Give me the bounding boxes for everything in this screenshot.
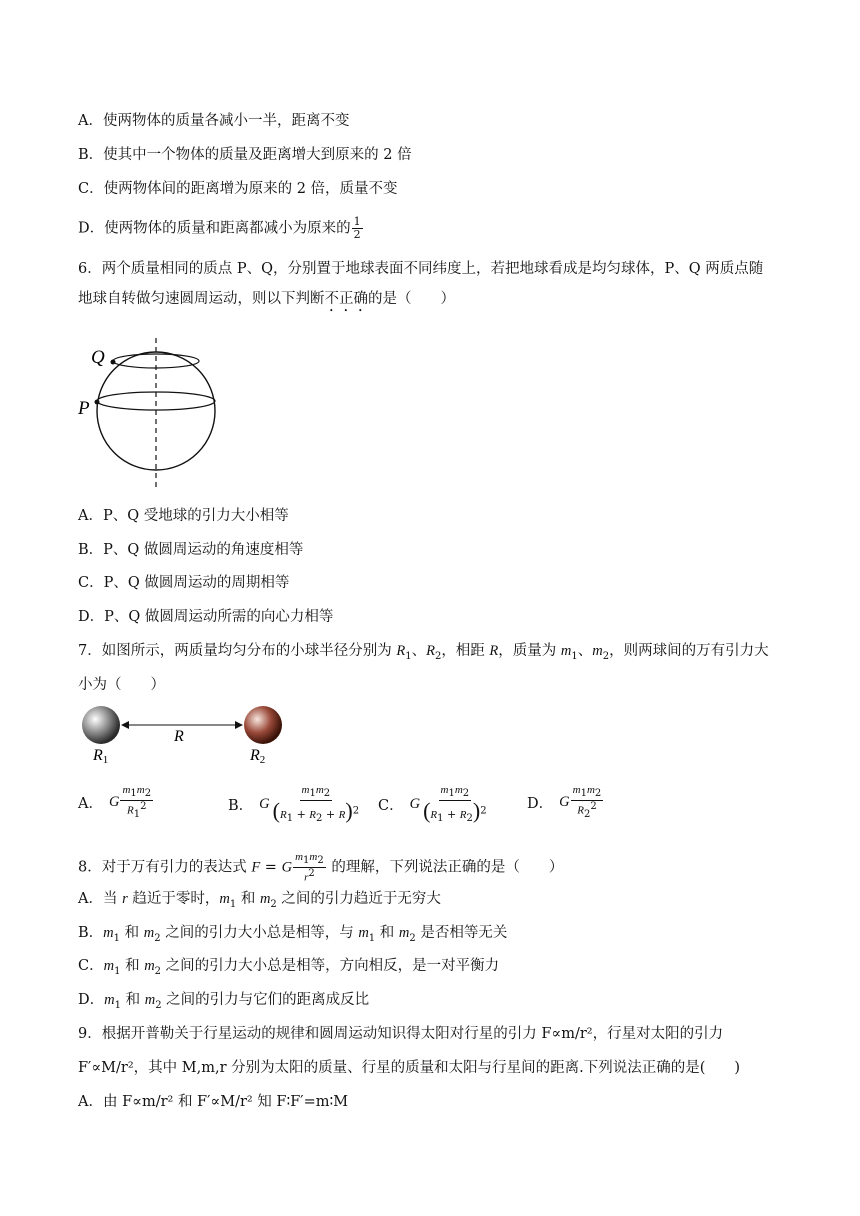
q6-option-b: B．P、Q 做圆周运动的角速度相等 xyxy=(78,542,304,558)
q6-stem-line1: 6．两个质量相同的质点 P、Q，分别置于地球表面不同纬度上，若把地球看成是均匀球体，P、Q 两质点随 xyxy=(78,261,764,277)
point-p xyxy=(95,400,100,405)
q5-option-d xyxy=(78,216,364,241)
q8-option-b: B．$m_1$ 和 $m_2$ 之间的引力大小总是相等，与 $m_1$ 和 $m_2$ 是否相等无关 xyxy=(78,925,508,944)
q6-stem-line2: 地球自转做匀速圆周运动，则以下判断不正确的是（ ） xyxy=(78,291,455,307)
q8-option-d: D．$m_1$ 和 $m_2$ 之间的引力与它们的距离成反比 xyxy=(78,992,370,1011)
q9-stem-line2: F′∝M/r²，其中 M,m,r 分别为太阳的质量、行星的质量和太阳与行星间的距离.下列说法正确的是( ) xyxy=(78,1060,741,1076)
two-spheres-figure xyxy=(78,700,298,770)
label-distance-r: R xyxy=(174,728,184,745)
q7-option-b: B． G $\frac{m_1m_2}{(R_1 + R_2 + R)^2}$ xyxy=(228,784,360,825)
sphere-r2 xyxy=(244,706,282,744)
q9-stem-line1: 9．根据开普勒关于行星运动的规律和圆周运动知识得太阳对行星的引力 F∝m/r²，行星对太阳的引力 xyxy=(78,1026,724,1042)
sphere-r1 xyxy=(82,706,120,744)
q5-option-d-text: D．使两物体的质量和距离都减小为原来的 xyxy=(78,220,351,237)
earth-sphere-figure xyxy=(74,330,224,490)
q8-option-c: C．$m_1$ 和 $m_2$ 之间的引力大小总是相等，方向相反，是一对平衡力 xyxy=(78,958,500,977)
label-q: Q xyxy=(91,347,105,368)
q7-option-a: A． G $\frac{m_1m_2}{R_1^2}$ xyxy=(78,784,152,821)
q7-option-c: C． G $\frac{m_1m_2}{(R_1 + R_2)^2}$ xyxy=(378,784,487,825)
q6-option-d: D．P、Q 做圆周运动所需的向心力相等 xyxy=(78,609,334,625)
label-r1: R1 xyxy=(93,747,109,766)
q7-stem-line2: 小为（ ） xyxy=(78,677,165,693)
label-r2: R2 xyxy=(250,747,266,766)
q6-emphasis-text: 不正确 xyxy=(324,291,368,307)
point-q xyxy=(111,360,116,365)
q8-stem: 8．对于万有引力的表达式 F = G $\frac{m_1m_2}{r^2}$ 的理解，下列说法正确的是（ ） xyxy=(78,851,564,884)
one-half-fraction: $\frac{1}{2}$ xyxy=(353,215,361,241)
q7-stem-line1: 7．如图所示，两质量均匀分布的小球半径分别为 $R_1$、$R_2$，相距 R，质量为 $m_1$、$m_2$，则两球间的万有引力大 xyxy=(78,643,769,662)
q7-option-d: D． G $\frac{m_1m_2}{R_2^2}$ xyxy=(527,784,602,821)
label-p: P xyxy=(78,398,90,419)
q5-option-c: C．使两物体间的距离增为原来的 2 倍，质量不变 xyxy=(78,181,398,197)
q5-option-a: A．使两物体的质量各减小一半，距离不变 xyxy=(78,113,350,129)
q6-option-c: C．P、Q 做圆周运动的周期相等 xyxy=(78,575,290,591)
q6-option-a: A．P、Q 受地球的引力大小相等 xyxy=(78,508,289,524)
q8-option-a: A．当 r 趋近于零时，$m_1$ 和 $m_2$ 之间的引力趋近于无穷大 xyxy=(78,891,441,910)
q5-option-b: B．使其中一个物体的质量及距离增大到原来的 2 倍 xyxy=(78,147,412,163)
q9-option-a: A．由 F∝m/r² 和 F′∝M/r² 知 F∶F′=m∶M xyxy=(78,1094,349,1110)
